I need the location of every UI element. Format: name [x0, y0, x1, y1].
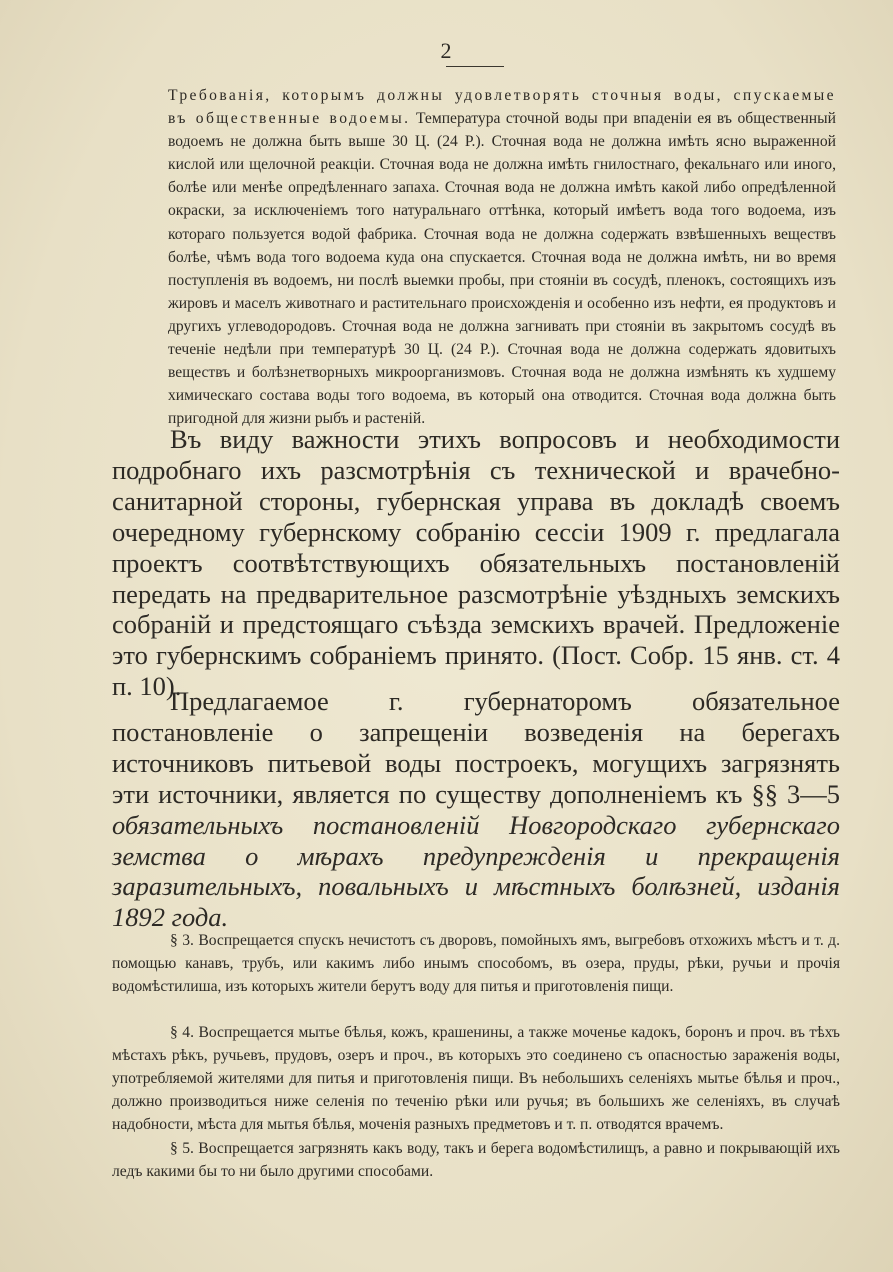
requirements-heading: Требованія, которымъ должны удовлетворять сточныя воды, спускаемые въ общественные водоемы. [168, 87, 836, 128]
section-5 [112, 1137, 840, 1183]
section-4-text: § 4. Воспрещается мытье бѣлья, кожъ, крашенины, а также моченье кадокъ, боронъ и проч. въ тѣхъ мѣстахъ рѣкъ, ручьевъ, прудовъ, озеръ и проч., въ которыхъ это соединено съ опасностью зараженія воды, употребляемой жителями для питья и приготовленія пищи. Въ небольшихъ селеніяхъ мытье бѣлья и проч., должно производиться ниже селенія по теченію рѣки или ручья; въ большихъ же селеніяхъ, въ случаѣ надобности, мѣста для мытья бѣлья, моченія разныхъ предметовъ и т. п. отводятся врачемъ. [112, 1024, 840, 1134]
section-3 [112, 929, 840, 998]
page-number-rule [446, 66, 504, 67]
section-5-text: § 5. Воспрещается загрязнять какъ воду, такъ и берега водомѣстилищъ, а равно и покрывающій ихъ ледъ какими бы то ни было другими способами. [112, 1140, 840, 1181]
page-number: 2 [440, 38, 453, 63]
section-3-text: § 3. Воспрещается спускъ нечистотъ съ дворовъ, помойныхъ ямъ, выгребовъ отхожихъ мѣстъ и т. д. помощью канавъ, трубъ, или какимъ либо инымъ способомъ, въ озера, пруды, рѣки, ручьи и прочія водомѣстилиша, изъ которыхъ жители берутъ воду для питья и приготовленія пищи. [112, 932, 840, 996]
requirements-paragraph [168, 84, 836, 430]
paragraph-2-italic: обязательныхъ постановленій Новгородскаго губернскаго земства о мѣрахъ предупрежденія и прекращенія заразительныхъ, повальныхъ и мѣстныхъ болѣзней, изданія 1892 года. [112, 809, 840, 933]
section-4 [112, 1021, 840, 1136]
paragraph-2 [112, 686, 840, 933]
paragraph-2-text: Предлагаемое г. губернаторомъ обязательное постановленіе о запрещеніи возведенія на берегахъ источниковъ питьевой воды построекъ, могущихъ загрязнять эти источники, является по существу дополненіемъ къ §§ 3—5 [112, 686, 840, 809]
paragraph-1-text: Въ виду важности этихъ вопросовъ и необходимости подробнаго ихъ разсмотрѣнія съ технической и врачебно-санитарной стороны, губернская управа въ докладѣ своемъ очередному губернскому собранію сессіи 1909 г. предлагала проектъ соотвѣтствующихъ обязательныхъ постановленій передать на предварительное разсмотрѣніе уѣздныхъ земскихъ собраній и предстоящаго съѣзда земскихъ врачей. Предложеніе это губернскимъ собраніемъ принято. (Пост. Собр. 15 янв. ст. 4 п. 10). [112, 424, 840, 702]
paragraph-1 [112, 424, 840, 702]
requirements-body: Температура сточной воды при впаденіи ея въ общественный водоемъ не должна быть выше 30 Ц. (24 Р.). Сточная вода не должна имѣть ясно выраженной кислой или щелочной реакціи. Сточная вода не должна имѣть гнилостнаго, фекальнаго или иного, болѣе или менѣе опредѣленнаго запаха. Сточная вода не должна имѣть какой либо опредѣленной окраски, за исключеніемъ того натуральнаго оттѣнка, который имѣетъ вода того водоема, изъ котораго пользуется водой фабрика. Сточная вода не должна содержать взвѣшенныхъ веществъ болѣе, чѣмъ вода того водоема куда она спускается. Сточная вода не должна имѣть, ни во время поступленія въ водоемъ, ни послѣ выемки пробы, при стояніи въ сосудѣ, пленокъ, состоящихъ изъ жировъ и маселъ животнаго и растительнаго происхожденія и особенно изъ нефти, ея продуктовъ и другихъ углеводородовъ. Сточная вода не должна загнивать при стояніи въ закрытомъ сосудѣ въ теченіе недѣли при температурѣ 30 Ц. (24 Р.). Сточная вода не должна содержать ядовитыхъ веществъ и болѣзнетворныхъ микроорганизмовъ. Сточная вода не должна измѣнять къ худшему химическаго состава воды того водоема, въ который она отводится. Сточная вода должна быть пригодной для жизни рыбъ и растеній. [168, 110, 836, 428]
